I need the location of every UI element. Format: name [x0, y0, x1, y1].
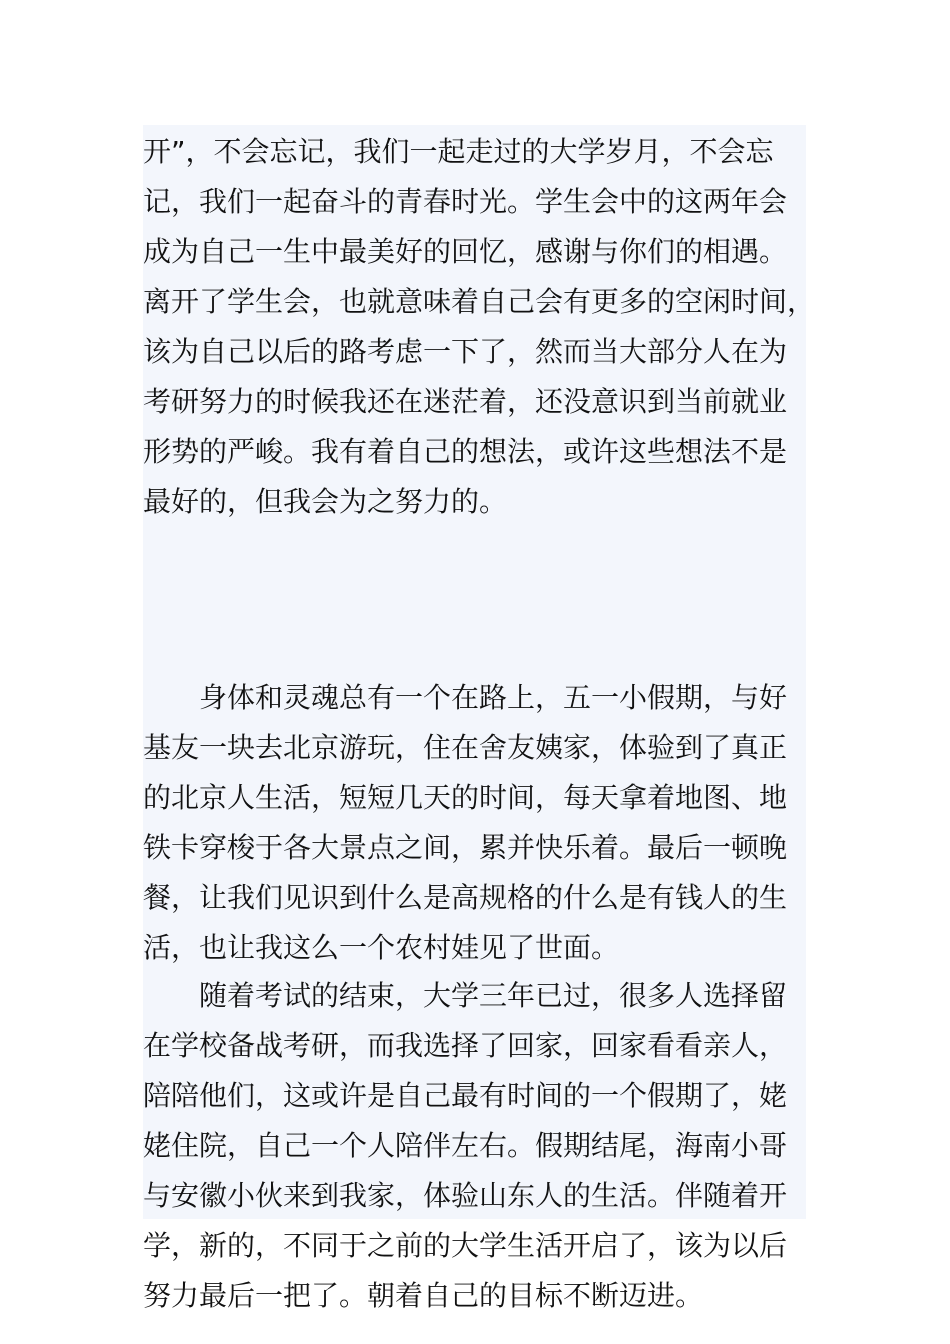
text-line: 铁卡穿梭于各大景点之间，累并快乐着。最后一顿晚	[143, 831, 788, 864]
text-line: 基友一块去北京游玩，住在舍友姨家，体验到了真正	[143, 731, 788, 764]
text-line: 努力最后一把了。朝着自己的目标不断迈进。	[143, 1279, 704, 1312]
text-line: 最好的，但我会为之努力的。	[143, 485, 508, 518]
text-line: 随着考试的结束，大学三年已过，很多人选择留	[143, 979, 788, 1012]
paragraph-3	[143, 971, 806, 1321]
paragraph-1	[143, 127, 816, 527]
text-block	[143, 125, 816, 1312]
text-line: 在学校备战考研，而我选择了回家，回家看看亲人，	[143, 1029, 788, 1062]
paragraph-2	[143, 673, 806, 973]
text-line: 身体和灵魂总有一个在路上，五一小假期，与好	[143, 681, 788, 714]
text-line: 考研努力的时候我还在迷茫着，还没意识到当前就业	[143, 385, 788, 418]
text-line: 学，新的，不同于之前的大学生活开启了，该为以后	[143, 1229, 788, 1262]
text-line: 开”，不会忘记，我们一起走过的大学岁月，不会忘	[143, 135, 774, 168]
text-line: 离开了学生会，也就意味着自己会有更多的空闲时间，	[143, 285, 816, 318]
text-line: 活，也让我这么一个农村娃见了世面。	[143, 931, 620, 964]
text-line: 成为自己一生中最美好的回忆，感谢与你们的相遇。	[143, 235, 788, 268]
text-line: 陪陪他们，这或许是自己最有时间的一个假期了，姥	[143, 1079, 788, 1112]
text-line: 姥住院，自己一个人陪伴左右。假期结尾，海南小哥	[143, 1129, 788, 1162]
text-line: 与安徽小伙来到我家，体验山东人的生活。伴随着开	[143, 1179, 788, 1212]
text-line: 形势的严峻。我有着自己的想法，或许这些想法不是	[143, 435, 788, 468]
text-line: 的北京人生活，短短几天的时间，每天拿着地图、地	[143, 781, 788, 814]
text-line: 餐，让我们见识到什么是高规格的什么是有钱人的生	[143, 881, 788, 914]
text-line: 记，我们一起奋斗的青春时光。学生会中的这两年会	[143, 185, 788, 218]
text-line: 该为自己以后的路考虑一下了，然而当大部分人在为	[143, 335, 788, 368]
